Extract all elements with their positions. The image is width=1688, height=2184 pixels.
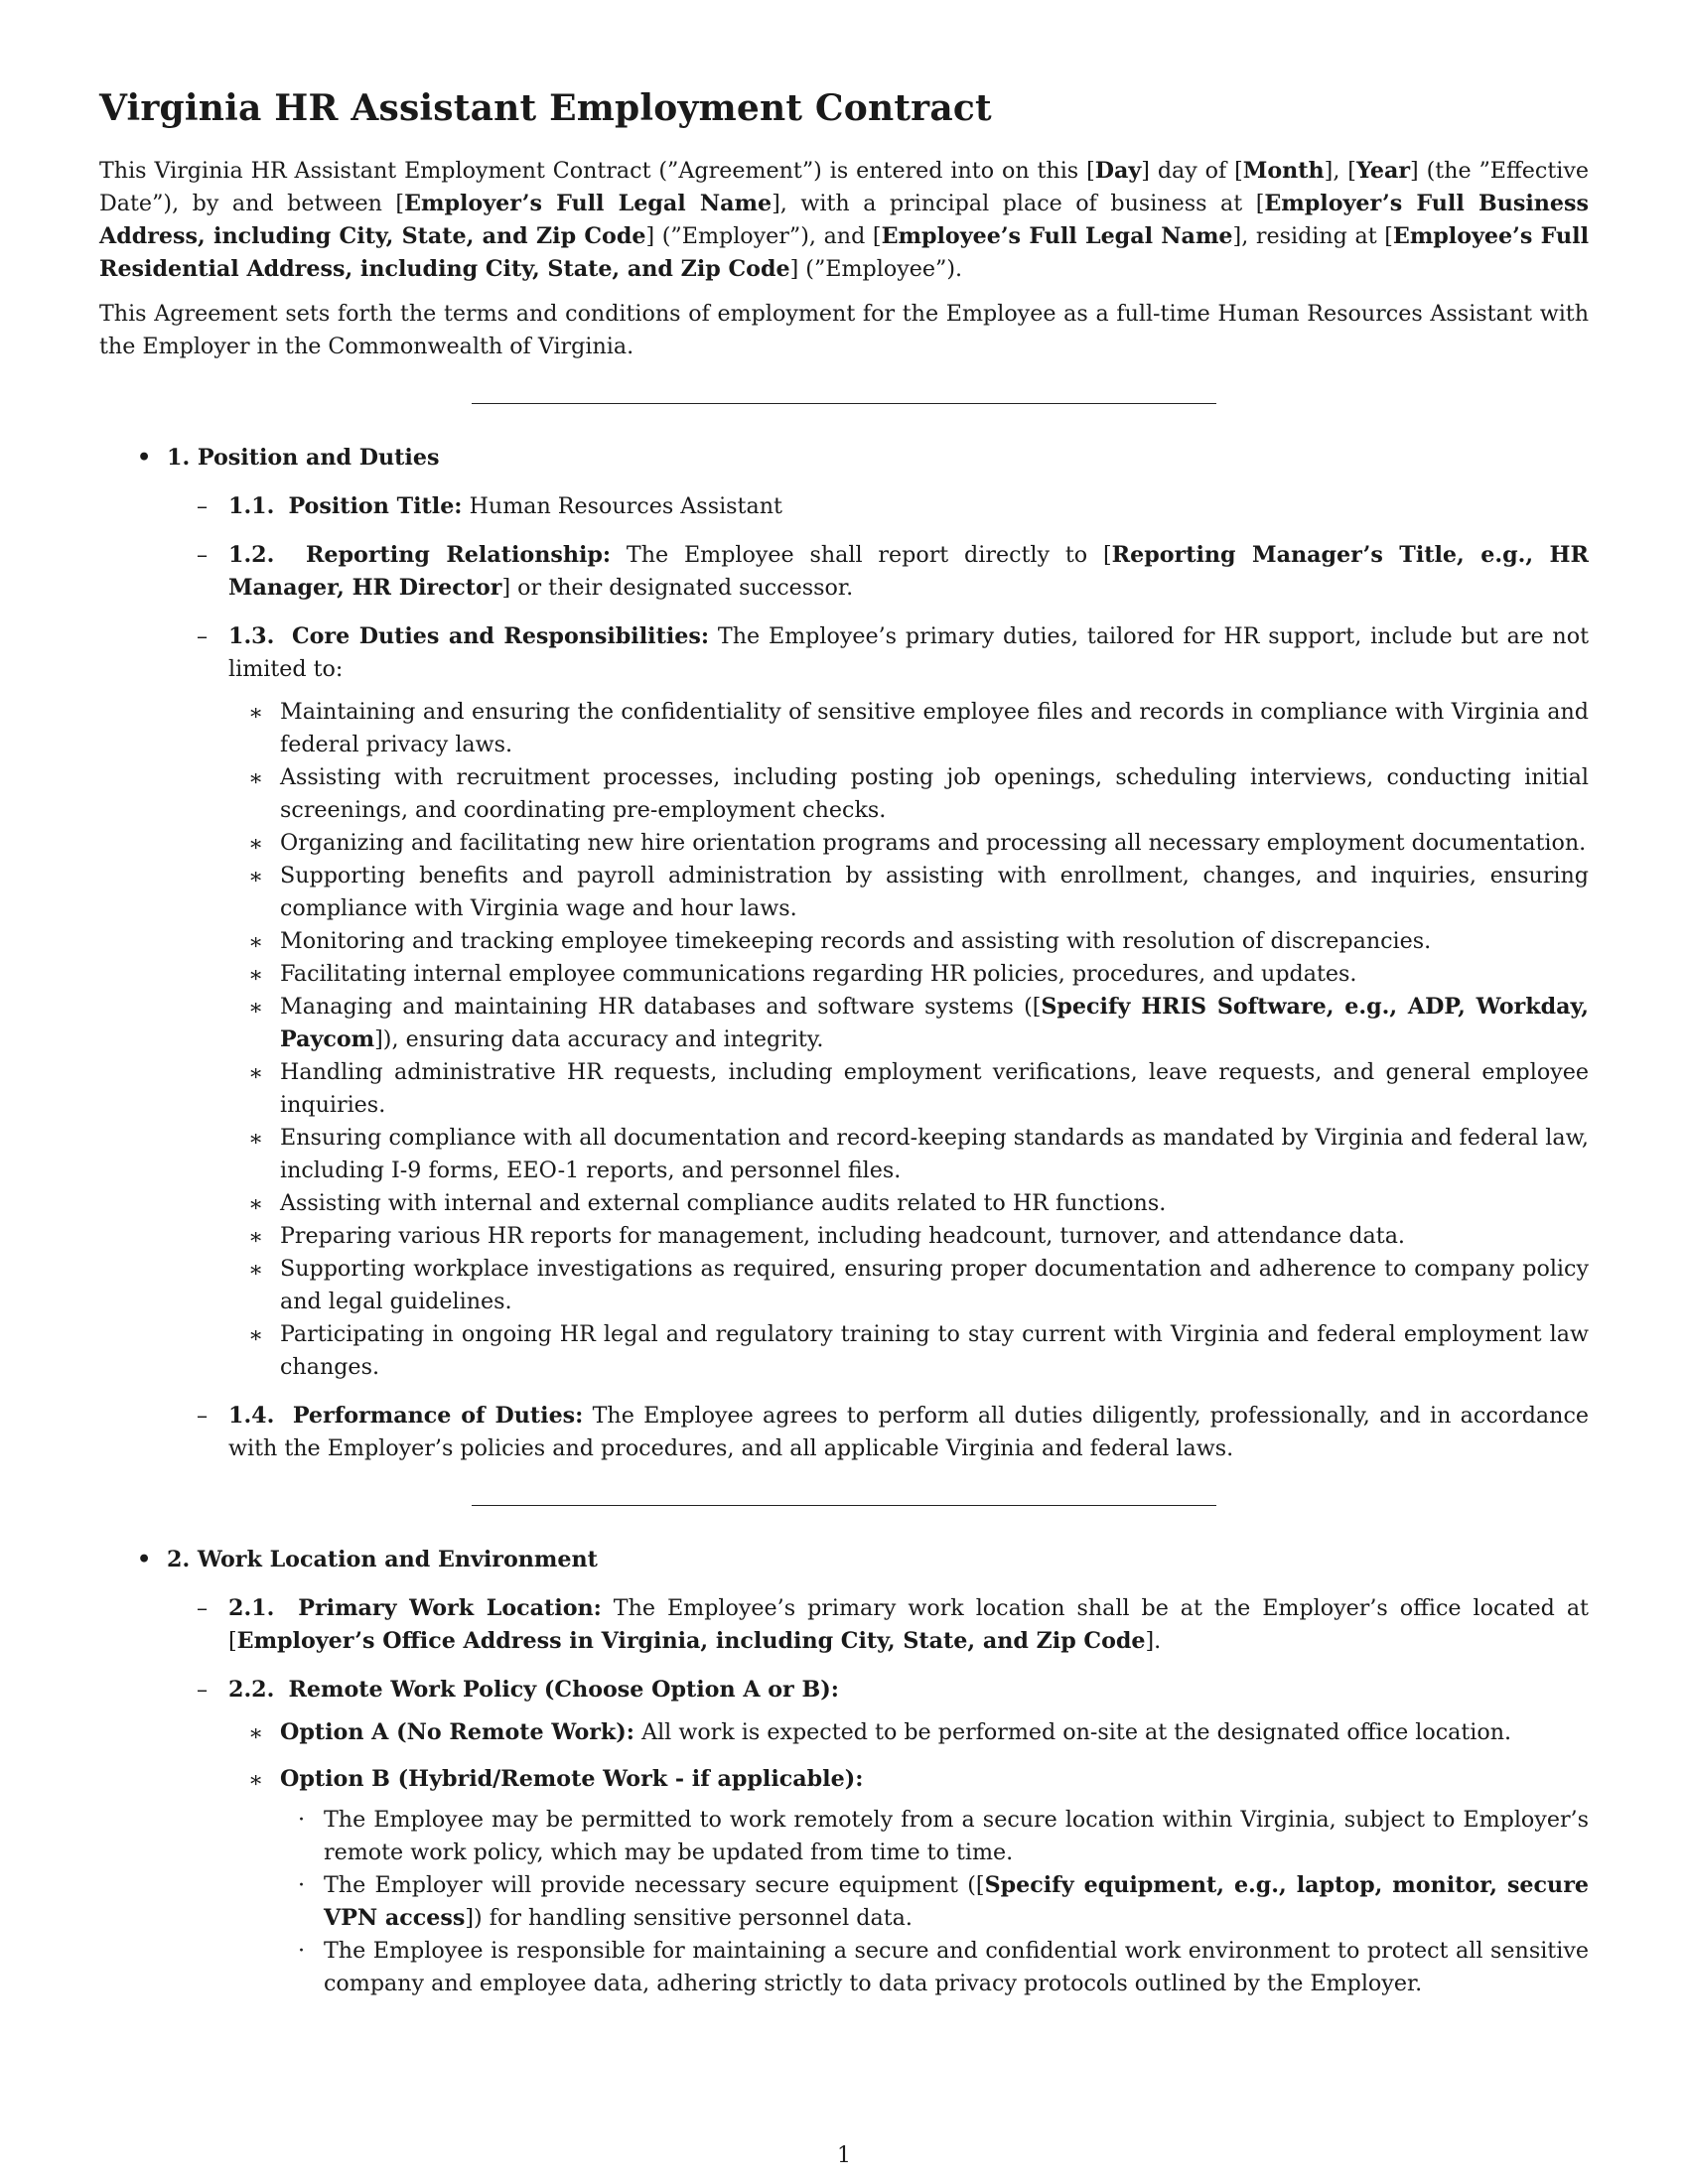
star-marker: ∗: [248, 1767, 264, 1793]
list-item: [280, 1935, 1589, 2000]
list-item-text: Organizing and facilitating new hire orientation programs and processing all necessary employment documentation.: [280, 830, 1587, 856]
intro-text: ] (the ”Effective Date”), by and between [: [99, 158, 1590, 216]
clause-1-1: [167, 490, 1589, 523]
list-item: [228, 925, 1589, 958]
dot-marker: ·: [298, 1807, 306, 1833]
star-marker: ∗: [248, 1224, 264, 1250]
placeholder-employee-name: Employee’s Full Legal Name: [881, 223, 1233, 249]
clause-label: Performance of Duties:: [292, 1403, 584, 1429]
placeholder-employer-address: Employer’s Full Business Address, including City, State, and Zip Code: [99, 191, 1589, 249]
list-item-text: Managing and maintaining HR databases and software systems ([: [280, 994, 1042, 1020]
placeholder-manager-title: Reporting Manager’s Title, e.g., HR Manager, HR Director: [228, 542, 1589, 601]
list-item-text: Participating in ongoing HR legal and regulatory training to stay current with Virginia and federal employment law changes.: [280, 1321, 1589, 1380]
section-heading-text: 2. Work Location and Environment: [167, 1547, 598, 1572]
document-title: Virginia HR Assistant Employment Contract: [99, 87, 992, 129]
star-marker: ∗: [248, 765, 264, 791]
list-item: [228, 1253, 1589, 1318]
section-heading: [137, 1544, 1589, 1576]
list-item: [228, 827, 1589, 860]
section-divider: [472, 1505, 1216, 1506]
section-divider: [472, 403, 1216, 404]
dash-marker: –: [197, 493, 209, 519]
list-item: [280, 1869, 1589, 1935]
list-item: [228, 1318, 1589, 1384]
list-item: [228, 958, 1589, 991]
document-page: [99, 87, 1589, 2016]
placeholder-day: Day: [1094, 158, 1142, 184]
option-label: Option B (Hybrid/Remote Work - if applicable):: [280, 1766, 864, 1792]
intro-text: ] day of [: [1141, 158, 1243, 184]
placeholder-month: Month: [1242, 158, 1325, 184]
list-item-text: Handling administrative HR requests, including employment verifications, leave requests, and general employee inquiries.: [280, 1059, 1589, 1118]
list-item: [228, 991, 1589, 1056]
clause-number: 1.2.: [228, 542, 275, 568]
placeholder-year: Year: [1355, 158, 1411, 184]
clause-number: 1.4.: [228, 1403, 275, 1429]
list-item-text: The Employee may be permitted to work remotely from a secure location within Virginia, subject to Employer’s remote work policy, which may be updated from time to time.: [324, 1807, 1589, 1865]
placeholder-hris-software: Specify HRIS Software, e.g., ADP, Workday, Paycom: [280, 994, 1590, 1052]
star-marker: ∗: [248, 1126, 264, 1152]
clause-text: The Employee shall report directly to [: [626, 542, 1112, 568]
list-item: [228, 761, 1589, 827]
list-item: [228, 1122, 1589, 1187]
remote-options-list: [228, 1716, 1589, 2000]
list-item-text: Assisting with recruitment processes, including posting job openings, scheduling interviews, conducting initial screenings, and coordinating pre-employment checks.: [280, 764, 1589, 823]
clause-label: Primary Work Location:: [298, 1595, 602, 1621]
clause-text: Human Resources Assistant: [469, 493, 782, 519]
section-position-duties: [99, 442, 1589, 1465]
star-marker: ∗: [248, 1191, 264, 1217]
list-item: [280, 1804, 1589, 1869]
clause-number: 1.3.: [228, 623, 275, 649]
star-marker: ∗: [248, 929, 264, 955]
placeholder-office-address: Employer’s Office Address in Virginia, including City, State, and Zip Code: [236, 1628, 1146, 1654]
star-marker: ∗: [248, 1060, 264, 1086]
list-item-text: ]), ensuring data accuracy and integrity.: [374, 1026, 824, 1052]
clause-number: 2.2.: [228, 1677, 275, 1703]
star-marker: ∗: [248, 1322, 264, 1348]
intro-text: ] (”Employer”), and [: [645, 223, 882, 249]
clause-1-3: [167, 620, 1589, 1384]
list-item-text: Facilitating internal employee communications regarding HR policies, procedures, and updates.: [280, 961, 1357, 987]
intro-text: This Virginia HR Assistant Employment Contract (”Agreement”) is entered into on this [: [99, 158, 1095, 184]
clause-1-4: [167, 1400, 1589, 1465]
clause-1-2: [167, 539, 1589, 605]
intro-paragraph: [99, 155, 1589, 286]
dot-marker: ·: [298, 1938, 306, 1964]
placeholder-equipment: Specify equipment, e.g., laptop, monitor, secure VPN access: [324, 1872, 1589, 1931]
section-heading-text: 1. Position and Duties: [167, 445, 440, 471]
clause-number: 1.1.: [228, 493, 275, 519]
page-number: 1: [837, 2143, 851, 2168]
list-item-text: The Employer will provide necessary secure equipment ([: [324, 1872, 985, 1898]
placeholder-employee-address: Employee’s Full Residential Address, including City, State, and Zip Code: [99, 223, 1590, 282]
clause-2-2: [167, 1674, 1589, 2000]
clause-label: Remote Work Policy (Choose Option A or B):: [288, 1677, 839, 1703]
star-marker: ∗: [248, 700, 264, 726]
list-item-text: Maintaining and ensuring the confidentiality of sensitive employee files and records in compliance with Virginia and federal privacy laws.: [280, 699, 1589, 757]
option-a: [228, 1716, 1589, 1749]
list-item-text: The Employee is responsible for maintaining a secure and confidential work environment to protect all sensitive company and employee data, adhering strictly to data privacy protocols outlined by the Employer.: [324, 1938, 1589, 1996]
list-item-text: ]) for handling sensitive personnel data.: [465, 1905, 913, 1931]
clause-text: ] or their designated successor.: [501, 575, 854, 601]
star-marker: ∗: [248, 864, 264, 889]
star-marker: ∗: [248, 831, 264, 857]
dash-marker: –: [197, 1595, 209, 1621]
list-item-text: Preparing various HR reports for management, including headcount, turnover, and attendance data.: [280, 1223, 1405, 1249]
option-b-items: [280, 1804, 1589, 2000]
option-label: Option A (No Remote Work):: [280, 1719, 634, 1745]
star-marker: ∗: [248, 1257, 264, 1283]
intro-text: ], [: [1324, 158, 1356, 184]
intro-text: ] (”Employee”).: [789, 256, 963, 282]
clause-text: The Employee agrees to perform all duties diligently, professionally, and in accordance with the Employer’s policies and procedures, and all applicable Virginia and federal laws.: [228, 1403, 1590, 1461]
bullet-marker: •: [137, 445, 152, 471]
list-item-text: Assisting with internal and external compliance audits related to HR functions.: [280, 1190, 1167, 1216]
duties-list: [228, 696, 1589, 1384]
clause-text: The Employee’s primary duties, tailored for HR support, include but are not limited to:: [228, 623, 1589, 682]
list-item: [228, 860, 1589, 925]
dash-marker: –: [197, 1403, 209, 1429]
clause-label: Reporting Relationship:: [305, 542, 612, 568]
clause-2-1: [167, 1592, 1589, 1658]
placeholder-employer-name: Employer’s Full Legal Name: [404, 191, 773, 216]
dash-marker: –: [197, 542, 209, 568]
clause-label: Position Title:: [288, 493, 463, 519]
list-item-text: Supporting workplace investigations as required, ensuring proper documentation and adherence to company policy and legal guidelines.: [280, 1256, 1589, 1314]
star-marker: ∗: [248, 1720, 264, 1746]
list-item-text: Monitoring and tracking employee timekeeping records and assisting with resolution of discrepancies.: [280, 928, 1432, 954]
option-b: [228, 1763, 1589, 2000]
clause-label: Core Duties and Responsibilities:: [291, 623, 710, 649]
dash-marker: –: [197, 623, 209, 649]
intro-text: ], residing at [: [1232, 223, 1393, 249]
list-item: [228, 1056, 1589, 1122]
scope-paragraph: This Agreement sets forth the terms and conditions of employment for the Employee as a full-time Human Resources Assistant with the Employer in the Commonwealth of Virginia.: [99, 301, 1589, 359]
list-item: [228, 1187, 1589, 1220]
clause-text: ].: [1145, 1628, 1162, 1654]
list-item-text: Ensuring compliance with all documentation and record-keeping standards as mandated by Virginia and federal law, including I-9 forms, EEO-1 reports, and personnel files.: [280, 1125, 1589, 1183]
dash-marker: –: [197, 1677, 209, 1703]
star-marker: ∗: [248, 962, 264, 988]
bullet-marker: •: [137, 1547, 152, 1572]
option-text: All work is expected to be performed on-site at the designated office location.: [641, 1719, 1512, 1745]
clause-number: 2.1.: [228, 1595, 275, 1621]
list-item: [228, 696, 1589, 761]
section-heading: [137, 442, 1589, 475]
list-item-text: Supporting benefits and payroll administration by assisting with enrollment, changes, and inquiries, ensuring compliance with Virginia wage and hour laws.: [280, 863, 1589, 921]
list-item: [228, 1220, 1589, 1253]
section-work-location: [99, 1544, 1589, 2000]
star-marker: ∗: [248, 995, 264, 1021]
dot-marker: ·: [298, 1872, 306, 1898]
intro-text: ], with a principal place of business at [: [772, 191, 1265, 216]
clause-text: The Employee’s primary work location shall be at the Employer’s office located at [: [228, 1595, 1589, 1654]
